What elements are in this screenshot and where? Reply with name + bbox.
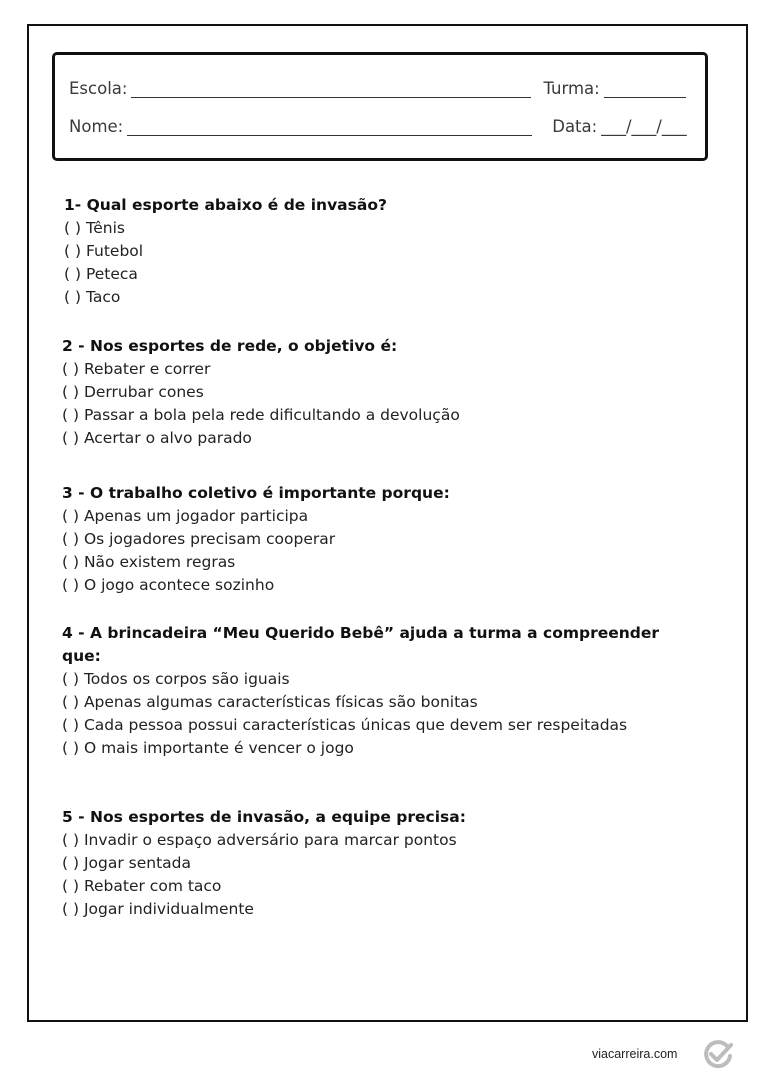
checkmark-circle-icon <box>700 1037 736 1073</box>
student-info-box <box>52 52 708 161</box>
brand-link[interactable]: viacarreira.com <box>592 1047 678 1061</box>
question-4-title-line-2: que: <box>62 647 101 665</box>
question-2-option-c[interactable]: ( ) Passar a bola pela rede dificultando a devolução <box>62 406 460 424</box>
question-1-option-c[interactable]: ( ) Peteca <box>64 265 138 283</box>
question-2-option-d[interactable]: ( ) Acertar o alvo parado <box>62 429 252 447</box>
question-3-title: 3 - O trabalho coletivo é importante porque: <box>62 484 450 502</box>
name-date-row <box>69 117 687 136</box>
school-field[interactable] <box>131 81 531 98</box>
question-5-option-c[interactable]: ( ) Rebater com taco <box>62 877 222 895</box>
question-3-option-a[interactable]: ( ) Apenas um jogador participa <box>62 507 309 525</box>
school-class-row <box>69 79 686 98</box>
class-field[interactable] <box>604 81 686 98</box>
question-5-option-a[interactable]: ( ) Invadir o espaço adversário para marcar pontos <box>62 831 457 849</box>
question-1-option-d[interactable]: ( ) Taco <box>64 288 121 306</box>
school-label: Escola: <box>69 79 128 98</box>
question-1-option-a[interactable]: ( ) Tênis <box>64 219 125 237</box>
name-label: Nome: <box>69 117 124 136</box>
question-4-title-line-1: 4 - A brincadeira “Meu Querido Bebê” ajuda a turma a compreender <box>62 624 660 642</box>
date-label: Data: <box>552 117 598 136</box>
question-4-option-a[interactable]: ( ) Todos os corpos são iguais <box>62 670 290 688</box>
question-3-option-b[interactable]: ( ) Os jogadores precisam cooperar <box>62 530 336 548</box>
name-field[interactable] <box>127 119 532 136</box>
question-5-title: 5 - Nos esportes de invasão, a equipe precisa: <box>62 808 466 826</box>
question-2-option-a[interactable]: ( ) Rebater e correr <box>62 360 211 378</box>
question-1-title: 1- Qual esporte abaixo é de invasão? <box>64 196 387 214</box>
question-1-option-b[interactable]: ( ) Futebol <box>64 242 144 260</box>
question-5-option-b[interactable]: ( ) Jogar sentada <box>62 854 191 872</box>
question-3-option-c[interactable]: ( ) Não existem regras <box>62 553 236 571</box>
question-4-option-b[interactable]: ( ) Apenas algumas características físicas são bonitas <box>62 693 478 711</box>
question-3-option-d[interactable]: ( ) O jogo acontece sozinho <box>62 576 275 594</box>
class-label: Turma: <box>543 79 600 98</box>
question-2-title: 2 - Nos esportes de rede, o objetivo é: <box>62 337 398 355</box>
question-4-option-c[interactable]: ( ) Cada pessoa possui características únicas que devem ser respeitadas <box>62 716 628 734</box>
question-5-option-d[interactable]: ( ) Jogar individualmente <box>62 900 254 918</box>
question-4-option-d[interactable]: ( ) O mais importante é vencer o jogo <box>62 739 354 757</box>
date-field[interactable]: ___/___/___ <box>601 117 687 136</box>
question-2-option-b[interactable]: ( ) Derrubar cones <box>62 383 204 401</box>
